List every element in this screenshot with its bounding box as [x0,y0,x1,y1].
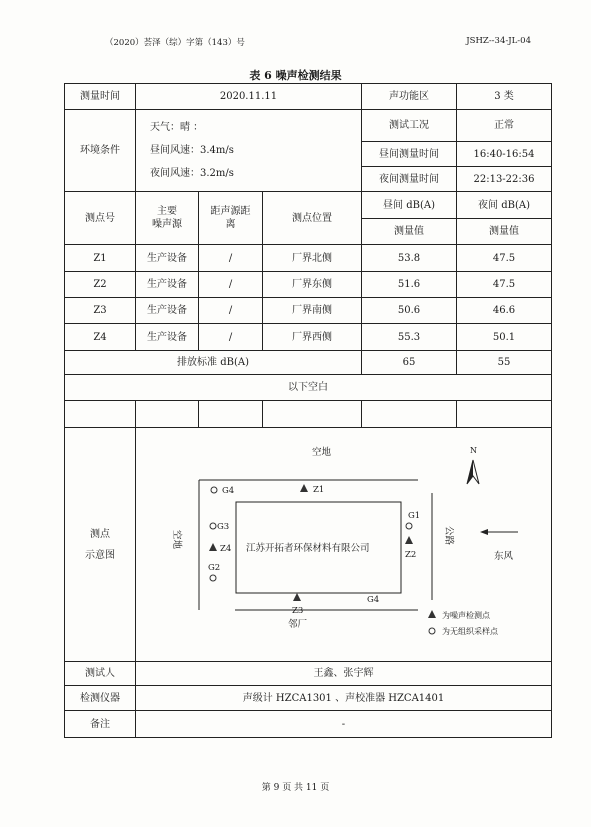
label-day-db: 昼间 dB(A) [362,192,457,219]
label-func-zone: 声功能区 [362,84,457,110]
svg-text:Z4: Z4 [220,544,232,554]
wind-char-1: 东风 [494,551,514,562]
g3-marker-icon [210,523,216,529]
label-measured-night: 测量值 [457,219,552,245]
svg-text:G1: G1 [408,511,421,521]
label-instrument: 检测仪器 [65,686,136,711]
report-number: （2020）荟泽（综）字第（143）号 [105,38,245,48]
label-remark: 备注 [65,711,136,738]
z2-marker-icon [405,536,413,544]
g2-marker-icon [210,575,216,581]
blank-below: 以下空白 [65,375,552,401]
env-conditions [136,110,362,192]
wind-arrow-icon [480,529,488,535]
label-tester: 测试人 [65,662,136,686]
remark-value: - [136,711,552,738]
day-time-value: 16:40-16:54 [457,142,552,167]
night-wind: 夜间风速：3.2m/s [150,168,234,179]
legend-air: 为无组织采样点 [442,627,498,636]
standard-day: 65 [362,351,457,375]
table-row: Z3 生产设备 / 厂界南侧 50.6 46.6 [65,298,552,324]
north-area-label: 空地 [312,447,332,458]
table-title: 表 6 噪声检测结果 [249,69,342,82]
z4-marker-icon [209,543,217,551]
page-footer: 第 9 页 共 11 页 [261,783,330,793]
label-test-cond: 测试工况 [362,110,457,142]
legend-noise-icon [428,610,436,618]
road-label: 公路 [443,526,454,546]
label-standard: 排放标准 dB(A) [65,351,362,375]
instrument-value: 声级计 HZCA1301 、声校准器 HZCA1401 [136,686,552,711]
west-area-label: 空地 [171,530,182,550]
z1-marker-icon [300,484,308,492]
empty-row [65,401,552,428]
company-name: 江苏开拓者环保材料有限公司 [246,543,370,554]
noise-result-table [64,83,552,738]
legend-air-icon [429,628,435,634]
g1-marker-icon [406,523,412,529]
svg-text:G4: G4 [222,486,235,496]
label-position: 测点位置 [263,192,362,245]
weather: 天气：晴 ： [150,122,204,133]
svg-text:Z3: Z3 [292,606,304,616]
svg-text:Z1: Z1 [313,485,325,495]
z3-marker-icon [293,593,301,601]
night-time-value: 22:13-22:36 [457,167,552,192]
label-night-db: 夜间 dB(A) [457,192,552,219]
table-row: Z1 生产设备 / 厂界北侧 53.8 47.5 [65,245,552,272]
label-point-no: 测点号 [65,192,136,245]
table-row: Z2 生产设备 / 厂界东侧 51.6 47.5 [65,272,552,298]
label-measure-time: 测量时间 [65,84,136,110]
g4-marker-icon [211,487,217,493]
label-measured-day: 测量值 [362,219,457,245]
label-night-time: 夜间测量时间 [362,167,457,192]
label-env: 环境条件 [65,110,136,192]
label-distance: 距声源距 离 [199,192,263,245]
svg-text:G4: G4 [367,595,380,605]
legend-noise: 为噪声检测点 [442,611,490,620]
func-zone-value: 3 类 [457,84,552,110]
label-day-time: 昼间测量时间 [362,142,457,167]
tester-value: 王鑫、张宇辉 [136,662,552,686]
standard-night: 55 [457,351,552,375]
measure-date: 2020.11.11 [136,84,362,110]
day-wind: 昼间风速：3.4m/s [150,145,234,156]
test-cond-value: 正常 [457,110,552,142]
svg-text:G3: G3 [217,522,230,532]
label-diagram: 测点 示意图 [65,428,136,662]
form-code: JSHZ--34-JL-04 [466,36,531,46]
site-diagram [136,428,551,657]
north-arrow-label: N [470,446,477,455]
label-main-source: 主要 噪声源 [136,192,199,245]
table-row: Z4 生产设备 / 厂界西侧 55.3 50.1 [65,324,552,351]
svg-text:Z2: Z2 [405,550,417,560]
south-area-label: 邻厂 [288,619,308,630]
svg-text:G2: G2 [208,563,221,573]
